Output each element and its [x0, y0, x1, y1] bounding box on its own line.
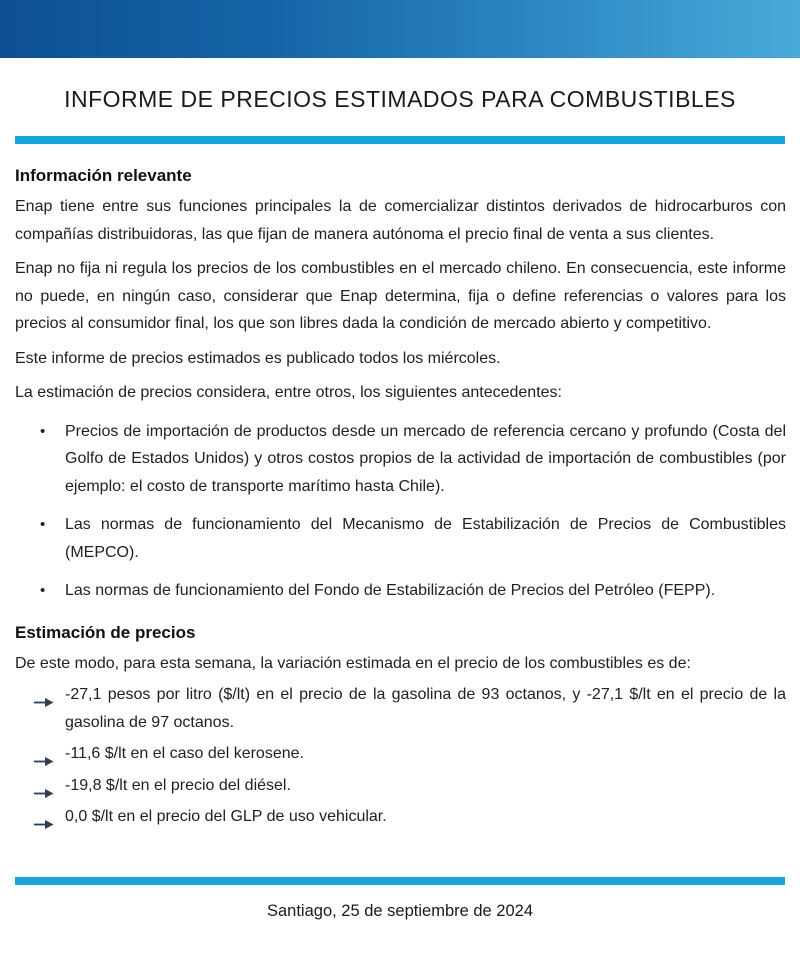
list-item-text: -11,6 $/lt en el caso del kerosene. — [65, 745, 304, 762]
list-item — [15, 418, 786, 501]
list-item-text: -19,8 $/lt en el precio del diésel. — [65, 776, 291, 794]
footer-date: Santiago, 25 de septiembre de 2024 — [266, 902, 534, 920]
header-gradient-bar — [0, 0, 800, 58]
info-paragraph-4: La estimación de precios considera, entre otros, los siguientes antecedentes: — [15, 384, 562, 401]
list-item — [15, 772, 786, 800]
right-arrow-icon — [34, 690, 54, 701]
info-section-heading: Información relevante — [15, 166, 192, 185]
list-item-text: Precios de importación de productos desde un mercado de referencia cercano y profundo (Costa del Golfo de Estados Unidos) y otros costos propios de la actividad de importación de combustibles (por ejemplo: el costo de transporte marítimo hasta Chile). — [65, 422, 786, 495]
footer-divider-bar — [15, 877, 785, 885]
bullet-dot-icon: • — [40, 582, 46, 599]
price-variation-list — [15, 681, 786, 831]
list-item — [15, 577, 786, 605]
title-divider-bar — [15, 136, 785, 144]
info-paragraph-2: Enap no fija ni regula los precios de los combustibles en el mercado chileno. En consecuencia, este informe no puede, en ningún caso, considerar que Enap determina, fija o define referencias o valores para los precios al consumidor final, los que son libres dada la condición de mercado abierto y competitivo. — [15, 260, 786, 332]
list-item — [15, 740, 786, 768]
antecedents-list — [15, 418, 786, 605]
info-paragraph-1: Enap tiene entre sus funciones principales la de comercializar distintos derivados de hidrocarburos con compañías distribuidoras, las que fijan de manera autónoma el precio final de venta a sus clientes. — [15, 198, 786, 243]
page-title: INFORME DE PRECIOS ESTIMADOS PARA COMBUSTIBLES — [64, 86, 736, 112]
list-item — [15, 511, 786, 566]
estimation-intro-paragraph: De este modo, para esta semana, la variación estimada en el precio de los combustibles es de: — [15, 654, 691, 672]
bullet-dot-icon: • — [40, 422, 46, 440]
right-arrow-icon — [34, 749, 54, 760]
right-arrow-icon — [34, 781, 54, 792]
list-item-text: -27,1 pesos por litro ($/lt) en el precio de la gasolina de 93 octanos, y -27,1 $/lt en el precio de la gasolina de 97 octanos. — [65, 686, 786, 731]
bullet-dot-icon: • — [40, 516, 46, 533]
list-item — [15, 803, 786, 831]
estimation-section-heading: Estimación de precios — [15, 622, 196, 642]
list-item-text: Las normas de funcionamiento del Fondo de Estabilización de Precios del Petróleo (FEPP). — [65, 582, 716, 599]
list-item-text: 0,0 $/lt en el precio del GLP de uso vehicular. — [65, 808, 387, 825]
report-body — [0, 165, 800, 831]
list-item-text: Las normas de funcionamiento del Mecanismo de Estabilización de Precios de Combustibles (MEPCO). — [65, 516, 786, 561]
list-item — [15, 681, 786, 736]
right-arrow-icon — [34, 812, 54, 823]
info-paragraph-3: Este informe de precios estimados es publicado todos los miércoles. — [15, 349, 501, 367]
